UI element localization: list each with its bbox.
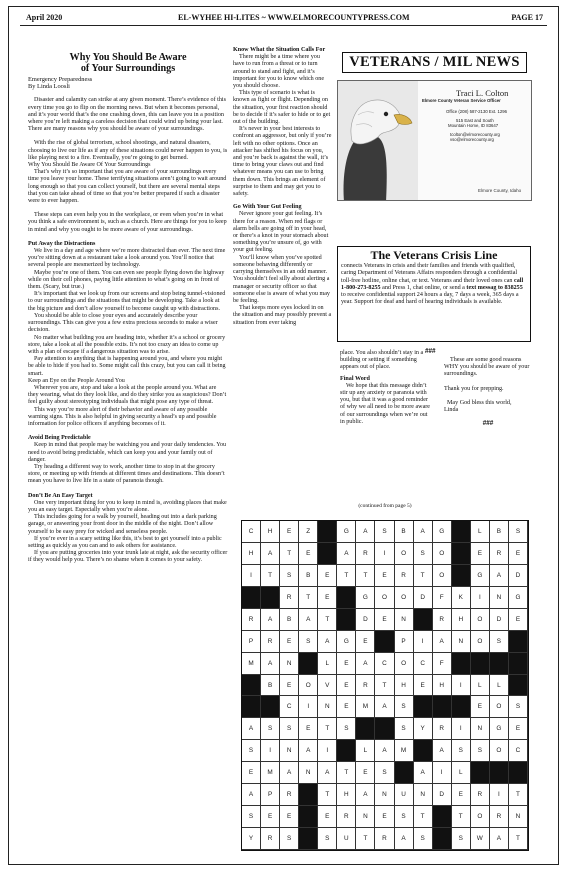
crossword-cell: S — [337, 718, 356, 740]
crossword-cell: G — [337, 631, 356, 653]
crossword-cell: B — [261, 675, 280, 697]
crossword-cell: A — [395, 828, 414, 850]
crossword-cell: I — [299, 696, 318, 718]
crossword-cell: E — [452, 784, 471, 806]
crossword-cell: R — [356, 675, 375, 697]
crossword-cell: S — [375, 762, 394, 784]
crossword-cell: L — [318, 653, 337, 675]
article-column-2 — [233, 47, 332, 327]
crossword-cell: T — [337, 565, 356, 587]
crossword-cell: E — [356, 762, 375, 784]
paragraph: That keeps more eyes locked in on the situation and may possibly prevent a situation from ever taking — [233, 305, 332, 326]
paragraph: Never ignore your gut feeling. It’s there for a reason. When red flags or alarm bells are going off in your head, or there’s a knot in your stomach about something you’re unsure of, go with your gut feeling. — [233, 211, 329, 254]
address-line-1: 515 East and South — [456, 117, 494, 123]
crossword-cell: A — [337, 543, 356, 565]
crossword-cell: R — [375, 828, 394, 850]
crossword-black-cell — [337, 740, 356, 762]
crossword-cell: B — [299, 565, 318, 587]
crossword-black-cell — [337, 609, 356, 631]
crossword-black-cell — [375, 718, 394, 740]
crossword-cell: T — [375, 675, 394, 697]
crossword-cell: H — [433, 675, 452, 697]
crossword-cell: T — [509, 784, 528, 806]
office-phone: Office (208) 587-2130 Ext. 1296 — [446, 109, 508, 115]
crossword-cell: A — [299, 740, 318, 762]
crossword-cell: A — [490, 565, 509, 587]
crossword-cell: E — [471, 543, 490, 565]
crossword-cell: A — [261, 543, 280, 565]
crossword-cell: G — [337, 521, 356, 543]
crossword-cell: E — [375, 806, 394, 828]
crossword-cell: D — [356, 609, 375, 631]
crossword-cell: E — [299, 718, 318, 740]
crossword-cell: D — [433, 784, 452, 806]
crossword-cell: A — [318, 762, 337, 784]
crossword-cell: T — [356, 828, 375, 850]
crossword-cell: D — [414, 587, 433, 609]
crisis-title: The Veterans Crisis Line — [370, 248, 498, 262]
crossword-black-cell — [452, 543, 471, 565]
crossword-cell: A — [242, 718, 261, 740]
crossword-black-cell — [471, 762, 490, 784]
crossword-cell: A — [299, 609, 318, 631]
crossword-cell: R — [280, 784, 299, 806]
crossword-cell: N — [452, 631, 471, 653]
crossword-black-cell — [509, 631, 528, 653]
crossword-cell: L — [452, 762, 471, 784]
crossword-cell: L — [471, 675, 490, 697]
crossword-cell: S — [280, 828, 299, 850]
crossword-cell: A — [242, 784, 261, 806]
crossword-cell: I — [471, 587, 490, 609]
crossword-black-cell — [299, 806, 318, 828]
crossword-cell: R — [433, 609, 452, 631]
crossword-cell: S — [280, 565, 299, 587]
crossword-cell: A — [414, 521, 433, 543]
crossword-cell: I — [452, 675, 471, 697]
crossword-cell: S — [414, 828, 433, 850]
crossword-cell: C — [280, 696, 299, 718]
crossword-cell: T — [414, 806, 433, 828]
crossword-cell: T — [452, 806, 471, 828]
paragraph: These steps can even help you in the workplace, or even when you’re in what you think a safe environment is, such as a church. Here are things for you to keep in mind and why you ought to be more aware of your surroundings. — [28, 212, 227, 233]
crossword-cell: I — [375, 543, 394, 565]
article-byline: By Linda Loosli — [28, 83, 70, 91]
crossword-cell: A — [433, 740, 452, 762]
crossword-cell: T — [299, 587, 318, 609]
crossword-black-cell — [242, 696, 261, 718]
crossword-cell: M — [395, 740, 414, 762]
crossword-black-cell — [242, 587, 261, 609]
crossword-cell: E — [280, 521, 299, 543]
crossword-cell: I — [490, 784, 509, 806]
crossword-cell: A — [261, 653, 280, 675]
crisis-text-number: text messag to 838255 — [466, 284, 523, 291]
crossword-black-cell — [414, 609, 433, 631]
end-mark: ### — [425, 347, 436, 355]
crisis-text: connects Veterans in crisis and their families and friends with qualified, caring Department of Veterans Affairs responders through a confidential toll-free hotline, online chat, or text. Veterans and their loved ones can call 1-800-273-8255 and Press 1, chat online, or send a text messag to 838255 to receive confidential support 24 hours a day, 7 days a week, 365 days a year. Support for deaf and hard of hearing individuals is available. — [341, 263, 524, 306]
crossword-black-cell — [318, 543, 337, 565]
crossword-cell: I — [318, 740, 337, 762]
crossword-black-cell — [395, 762, 414, 784]
veteran-service-card — [337, 80, 532, 201]
crossword-cell: A — [356, 653, 375, 675]
crossword-cell: E — [280, 806, 299, 828]
crossword-cell: R — [471, 784, 490, 806]
crossword-cell: S — [395, 718, 414, 740]
crossword-cell: A — [261, 609, 280, 631]
crossword-black-cell — [490, 653, 509, 675]
crossword-cell: R — [490, 543, 509, 565]
crossword-cell: R — [261, 828, 280, 850]
crossword-cell: O — [395, 587, 414, 609]
crossword-cell: O — [471, 609, 490, 631]
crossword-black-cell — [509, 653, 528, 675]
crossword-cell: T — [509, 828, 528, 850]
crossword-cell: S — [261, 718, 280, 740]
crossword-black-cell — [414, 740, 433, 762]
crossword-cell: N — [395, 609, 414, 631]
crossword-cell: O — [299, 675, 318, 697]
crossword-cell: E — [337, 696, 356, 718]
crossword-cell: S — [490, 631, 509, 653]
crossword-cell: E — [280, 631, 299, 653]
address-line-2: Mountain Home, ID 83647 — [448, 123, 499, 129]
crossword-cell: E — [509, 609, 528, 631]
crossword-black-cell — [452, 521, 471, 543]
crossword-black-cell — [242, 675, 261, 697]
header-rule — [20, 25, 547, 26]
crossword-cell: T — [337, 762, 356, 784]
crossword-cell: E — [261, 806, 280, 828]
paragraph: Keep in mind that people may be watching you and your daily tendencies. You need to avoid being predictable, which can keep you and your family out of danger. — [28, 442, 227, 463]
crossword-cell: G — [471, 565, 490, 587]
crossword-cell: O — [490, 740, 509, 762]
crossword-cell: B — [280, 609, 299, 631]
crossword-cell: R — [356, 543, 375, 565]
email-1: tcolton@elmorecounty.org — [450, 131, 500, 137]
crossword-cell: P — [395, 631, 414, 653]
paragraph: These are some good reasons WHY you should be aware of your surroundings. — [444, 357, 530, 378]
crossword-cell: D — [490, 609, 509, 631]
paragraph: You should be able to close your eyes and accurately describe your surroundings. This can give you a few extra precious seconds to make a wiser decision. — [28, 312, 218, 334]
crossword-cell: O — [471, 631, 490, 653]
paragraph: If you are putting groceries into your trunk late at night, ask the security officer if they would help you. There’s no shame when it comes to your safety. — [28, 550, 228, 564]
officer-name: Traci L. Colton — [456, 88, 509, 98]
continued-note: (continued from page 5) — [358, 503, 412, 509]
crossword-cell: Y — [242, 828, 261, 850]
crossword-cell: A — [356, 784, 375, 806]
crisis-line-box — [337, 246, 531, 342]
issue-date: April 2020 — [26, 13, 63, 22]
crossword-black-cell — [452, 696, 471, 718]
crossword-cell: K — [452, 587, 471, 609]
crossword-cell: D — [509, 565, 528, 587]
crossword-cell: G — [509, 587, 528, 609]
section-heading: Keep an Eye on the People Around You — [28, 377, 125, 384]
crossword-cell: R — [280, 587, 299, 609]
crossword-black-cell — [261, 696, 280, 718]
crossword-cell: T — [318, 718, 337, 740]
crossword-cell: M — [242, 653, 261, 675]
article-column-3 — [340, 350, 433, 426]
crossword-cell: E — [356, 631, 375, 653]
end-mark: ### — [482, 419, 494, 428]
crossword-cell: O — [395, 543, 414, 565]
crossword-black-cell — [414, 696, 433, 718]
crossword-cell: A — [318, 631, 337, 653]
crossword-cell: E — [471, 696, 490, 718]
crossword-cell: O — [375, 587, 394, 609]
crossword-cell: R — [490, 806, 509, 828]
paragraph: If you’re ever in a scary setting like this, it’s best to get yourself into a public setting as quickly as you can and to ask others for assistance. — [28, 535, 222, 549]
crossword-cell: N — [356, 806, 375, 828]
crossword-cell: T — [280, 543, 299, 565]
crossword-cell: S — [452, 828, 471, 850]
crossword-cell: E — [299, 543, 318, 565]
crossword-cell: N — [375, 784, 394, 806]
officer-title: Elmore County Veteran Service Officer — [422, 98, 501, 103]
crossword-cell: F — [433, 653, 452, 675]
crossword-black-cell — [375, 631, 394, 653]
paragraph: Try heading a different way to work, another time to stop in at the grocery store, or meeting up with friends at different times and destinations. This doesn’t mean you have to live life in a state of paranoia though. — [28, 463, 225, 485]
paragraph: There might be a time where you have to run from a threat or to turn around to stand and fight, and it’s important for you to know which one you should choose. — [233, 54, 325, 90]
crossword-cell: E — [337, 675, 356, 697]
section-heading: Put Away the Distractions — [28, 240, 96, 247]
signature: Linda — [444, 407, 459, 414]
paragraph: We live in a day and age where we’re more distracted than ever. The next time you’re sitting down at a restaurant take a look around you. You’ll notice that several people are mesmerized by technology. — [28, 248, 226, 269]
paragraph: It’s never in your best interests to confront an aggressor, but only if you’re left with no other options. Once an attacker has shifted his focus on you, and you’re back is against the wall, it’s time to bring your claws out and find whatever means you can use to bring them down. This brings an element of surprise to them and may get you to safety. — [233, 126, 332, 198]
crossword-cell: L — [471, 521, 490, 543]
crossword-cell: O — [433, 565, 452, 587]
section-heading: Don’t Be An Easy Target — [28, 492, 93, 499]
crossword-cell: H — [337, 784, 356, 806]
crossword-cell: S — [471, 740, 490, 762]
page-number: PAGE 17 — [511, 13, 543, 22]
crossword-cell: I — [433, 762, 452, 784]
crossword-black-cell — [299, 784, 318, 806]
section-heading: Know What the Situation Calls For — [233, 47, 326, 53]
crossword-cell: C — [414, 653, 433, 675]
crossword-black-cell — [471, 653, 490, 675]
crossword-cell: E — [509, 543, 528, 565]
crossword-cell: S — [318, 828, 337, 850]
paragraph: This includes going for a walk by yourself, heading out into a dark parking garage, or answering your front door in the middle of the night. Don’t allow yourself to be easy prey for wicked and senseless people. — [28, 514, 217, 535]
crossword-cell: C — [375, 653, 394, 675]
crossword-cell: R — [242, 609, 261, 631]
crossword-cell: I — [242, 565, 261, 587]
paragraph: Thank you for prepping. — [444, 385, 504, 392]
crossword-black-cell — [452, 653, 471, 675]
crossword-cell: I — [261, 740, 280, 762]
crossword-black-cell — [299, 653, 318, 675]
page-header — [20, 12, 547, 24]
paragraph: You’ll know when you’ve spotted someone behaving differently or carrying themselves in an odd manner. You shouldn’t feel silly about alerting a manager or security officer so that someone else is aware of what you may be feeling. — [233, 254, 330, 304]
crossword-cell: A — [375, 696, 394, 718]
crossword-cell: H — [452, 609, 471, 631]
crossword-cell: Z — [299, 521, 318, 543]
crossword-cell: S — [242, 806, 261, 828]
paragraph: One very important thing for you to keep in mind is, avoiding places that make you an easy target. Especially when you’re alone. — [28, 499, 227, 513]
crossword-black-cell — [509, 675, 528, 697]
crossword-cell: S — [242, 740, 261, 762]
crossword-cell: O — [433, 543, 452, 565]
crossword-cell: L — [490, 675, 509, 697]
crossword-cell: T — [356, 565, 375, 587]
paragraph: May God bless this world, — [447, 399, 512, 406]
crossword-cell: T — [318, 609, 337, 631]
crossword-black-cell — [337, 587, 356, 609]
section-heading: Final Word — [340, 375, 370, 382]
section-heading: Avoid Being Predictable — [28, 435, 91, 442]
crossword-cell: L — [356, 740, 375, 762]
crossword-cell: A — [414, 762, 433, 784]
eagle-image — [338, 81, 418, 201]
crossword-cell: T — [318, 784, 337, 806]
crossword-cell: V — [318, 675, 337, 697]
crossword-black-cell — [490, 762, 509, 784]
crossword-cell: N — [318, 696, 337, 718]
crossword-cell: S — [280, 718, 299, 740]
crossword-cell: O — [471, 806, 490, 828]
crossword-black-cell — [318, 521, 337, 543]
crossword-cell: O — [490, 696, 509, 718]
article-column-1 — [28, 52, 228, 565]
section-heading: Go With Your Gut Feeling — [233, 204, 302, 211]
crossword-cell: B — [490, 521, 509, 543]
crossword-cell: W — [471, 828, 490, 850]
crossword-cell: A — [356, 521, 375, 543]
crossword-cell: R — [337, 806, 356, 828]
crossword-grid — [241, 520, 529, 851]
card-location: Elmore County, Idaho — [478, 188, 522, 193]
email-2: vso@elmorecounty.org — [450, 137, 494, 143]
crossword-cell: S — [452, 740, 471, 762]
article-column-4 — [444, 357, 532, 427]
crossword-cell: S — [414, 543, 433, 565]
crossword-cell: P — [261, 784, 280, 806]
crossword-black-cell — [509, 762, 528, 784]
crossword-cell: M — [356, 696, 375, 718]
crossword-cell: E — [414, 675, 433, 697]
crossword-cell: N — [509, 806, 528, 828]
crossword-black-cell — [452, 565, 471, 587]
paragraph: With the rise of global terrorism, school shootings, and natural disasters, choosing to live our life as if any of these situations could never happen to you, is like playing next to a fire. Eventually, you’re going to get burned. — [28, 140, 228, 161]
crossword-cell: S — [509, 696, 528, 718]
paragraph: It’s important that we look up from our screens and stop being tunnel-visioned to our surroundings and the situations that might be developing. Take a look at the big picture and don’t allow yourself to become caught up with distractions. — [28, 291, 226, 312]
crossword-black-cell — [433, 806, 452, 828]
crossword-cell: E — [318, 587, 337, 609]
section-heading: Why You Should Be Aware Of Your Surroundings — [28, 162, 151, 169]
crossword-cell: N — [471, 718, 490, 740]
crossword-cell: P — [242, 631, 261, 653]
crossword-cell: C — [509, 740, 528, 762]
paragraph: We hope that this message didn’t stir up any anxiety or paranoia with you, but that it was a good reminder of why we all need to be more aware of our surroundings when we’re out in public. — [340, 382, 431, 425]
crossword-cell: F — [433, 587, 452, 609]
veterans-banner: VETERANS / MIL NEWS — [342, 52, 527, 73]
crossword-cell: H — [242, 543, 261, 565]
article-category: Emergency Preparedness — [28, 76, 93, 83]
crossword-cell: T — [261, 565, 280, 587]
crossword-cell: B — [395, 521, 414, 543]
crossword-cell: U — [395, 784, 414, 806]
crossword-cell: U — [337, 828, 356, 850]
crossword-cell: A — [280, 762, 299, 784]
crossword-black-cell — [299, 828, 318, 850]
crossword-cell: N — [414, 784, 433, 806]
crossword-cell: R — [261, 631, 280, 653]
crossword-cell: S — [509, 521, 528, 543]
publication-name: EL-WYHEE HI-LITES ~ WWW.ELMORECOUNTYPRESS.COM — [178, 13, 410, 22]
crossword-cell: E — [509, 718, 528, 740]
crossword-cell: T — [414, 565, 433, 587]
crossword-cell: A — [490, 828, 509, 850]
crossword-cell: E — [375, 565, 394, 587]
crossword-cell: R — [395, 565, 414, 587]
crossword-cell: S — [299, 631, 318, 653]
paragraph: Pay attention to anything that is happening around you, and where you might be able to hide if you had to. Some might call this crazy, but you can call it being smart. — [28, 356, 226, 377]
article-title: Why You Should Be Aware of Your Surroundings — [69, 52, 187, 74]
paragraph: Wherever you are, stop and take a look at the people around you. What are they wearing, what do they look like, and do they strike you as suspicious? Don’t feel guilty about stereotyping individuals that might pose any type of threat. — [28, 384, 227, 406]
paragraph: Disaster and calamity can strike at any given moment. There’s evidence of this every time you go to flip on the morning news. But when it becomes personal, and it’s your world that’s the one crashing down, this can leave you in a position where you’re left making a careless decision that could wind up being your last. There are many reasons why you should be aware of your surroundings. — [28, 97, 226, 133]
crossword-cell: H — [395, 675, 414, 697]
crossword-black-cell — [433, 696, 452, 718]
crossword-cell: E — [318, 565, 337, 587]
contact-card — [416, 89, 528, 142]
crossword-cell: N — [299, 762, 318, 784]
crossword-cell: E — [337, 653, 356, 675]
crossword-black-cell — [356, 718, 375, 740]
crossword-cell: M — [261, 762, 280, 784]
paragraph: This way you’re more alert of their behavior and aware of any possible warning signs. This is also helpful in giving security a head’s up and possible information for police officers if anything becomes of it. — [28, 406, 217, 427]
crossword-cell: A — [375, 740, 394, 762]
crossword-cell: N — [490, 587, 509, 609]
paragraph: No matter what building you are heading into, whether it’s a school or grocery store, take a look at all the possible exits. It’s not too crazy an idea to come up with a plan of escape if a dangerous situation was to arise. — [28, 334, 226, 355]
paragraph: place. You also shouldn’t stay in a building or setting if something appears out of place. — [340, 350, 424, 371]
paragraph: This type of scenario is what is known as fight or flight. Depending on the situation, your first reaction should be to decide if it’s safer to hide or to get out of the building. — [233, 90, 331, 126]
crisis-phone: call 1-800-273-8255 — [341, 277, 524, 291]
crossword-cell: S — [375, 521, 394, 543]
crossword-cell: E — [242, 762, 261, 784]
crossword-cell: S — [395, 696, 414, 718]
crossword-cell: G — [490, 718, 509, 740]
crossword-cell: A — [433, 631, 452, 653]
crossword-cell: S — [395, 806, 414, 828]
crossword-cell: G — [433, 521, 452, 543]
crossword-cell: N — [280, 740, 299, 762]
crossword-cell: I — [414, 631, 433, 653]
paragraph: That’s why it’s so important that you are aware of your surroundings every time you leave your home. These terrifying situations aren’t going to wait around long enough so that you can collect yourself, but there are several mental steps that you can take ahead of time so that you’re better prepared if such a disaster were to ever happen. — [28, 169, 227, 205]
crossword-cell: E — [280, 675, 299, 697]
crossword-cell: E — [318, 806, 337, 828]
crossword-cell: G — [356, 587, 375, 609]
crossword-black-cell — [261, 587, 280, 609]
paragraph: Maybe you’re one of them. You can even see people flying down the highway while on their cell phones, paying little attention to what’s going on in front of them. (Scary, but true.) — [28, 269, 225, 291]
crossword-cell: R — [433, 718, 452, 740]
crossword-cell: I — [452, 718, 471, 740]
crossword-cell: Y — [414, 718, 433, 740]
crossword-cell: C — [242, 521, 261, 543]
crossword-cell: H — [261, 521, 280, 543]
crossword-black-cell — [433, 828, 452, 850]
crossword-cell: O — [395, 653, 414, 675]
crossword-cell: E — [375, 609, 394, 631]
crossword-cell: N — [280, 653, 299, 675]
